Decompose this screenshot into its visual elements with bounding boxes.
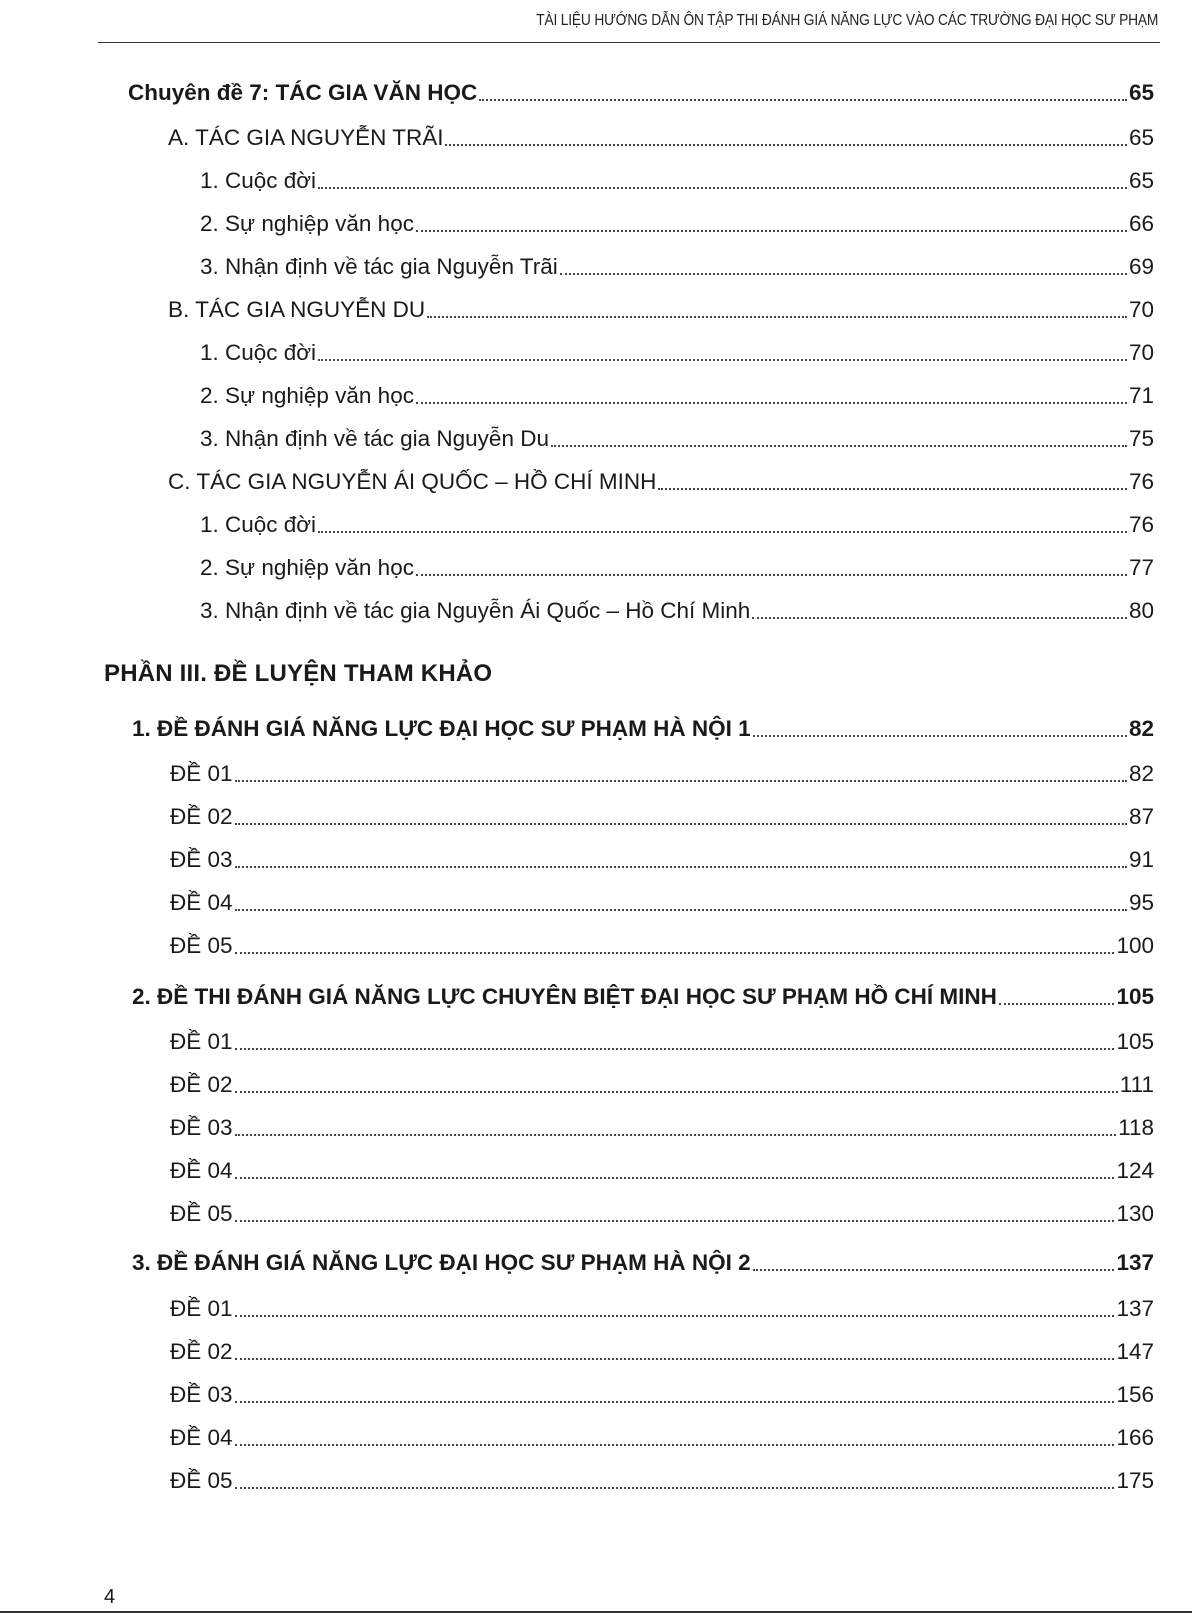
toc-entry-page: 105 (1116, 1029, 1154, 1054)
toc-entry-label: 2. Sự nghiệp văn học (200, 383, 414, 408)
toc-entry-page: 75 (1128, 426, 1154, 451)
toc-entry-page: 82 (1128, 716, 1154, 741)
toc-entry-label: ĐỀ 04 (170, 1158, 233, 1183)
toc-entry-label: ĐỀ 01 (170, 761, 233, 786)
toc-entry-part-1-de-01[interactable] (170, 759, 1154, 789)
toc-entry-label: ĐỀ 05 (170, 1468, 233, 1493)
toc-entry-part-3-de-04[interactable] (170, 1423, 1154, 1453)
toc-entry-a3[interactable] (200, 252, 1154, 282)
dot-leader (235, 1444, 1115, 1446)
toc-entry-label: ĐỀ 02 (170, 1339, 233, 1364)
toc-entry-a2[interactable] (200, 209, 1154, 239)
page-number: 4 (104, 1586, 116, 1608)
toc-entry-part-3-de-01[interactable] (170, 1294, 1154, 1324)
dot-leader (416, 574, 1127, 576)
dot-leader (999, 1003, 1115, 1005)
toc-entry-page: 111 (1119, 1072, 1154, 1097)
dot-leader (235, 952, 1115, 954)
toc-entry-label: ĐỀ 03 (170, 1382, 233, 1407)
dot-leader (416, 230, 1127, 232)
toc-entry-label: B. TÁC GIA NGUYỄN DU (168, 297, 426, 322)
toc-entry-b3[interactable] (200, 424, 1154, 454)
dot-leader (235, 866, 1127, 868)
toc-entry-label: 1. ĐỀ ĐÁNH GIÁ NĂNG LỰC ĐẠI HỌC SƯ PHẠM HÀ NỘI 1 (132, 716, 751, 741)
toc-entry-label: 3. Nhận định về tác gia Nguyễn Ái Quốc – Hồ Chí Minh (200, 598, 751, 623)
toc-entry-page: 130 (1116, 1201, 1154, 1226)
dot-leader (753, 735, 1127, 737)
dot-leader (551, 445, 1127, 447)
toc-entry-label: 1. Cuộc đời (200, 512, 317, 537)
toc-entry-part-3-de-05[interactable] (170, 1466, 1154, 1496)
running-header: TÀI LIỆU HƯỚNG DẪN ÔN TẬP THI ĐÁNH GIÁ NĂNG LỰC VÀO CÁC TRƯỜNG ĐẠI HỌC SƯ PHẠM (536, 12, 1158, 29)
dot-leader (235, 909, 1127, 911)
toc-entry-a1[interactable] (200, 166, 1154, 196)
toc-entry-label: ĐỀ 03 (170, 847, 233, 872)
toc-entry-part-2-de-04[interactable] (170, 1156, 1154, 1186)
dot-leader (235, 1401, 1115, 1403)
toc-entry-part-1-de-03[interactable] (170, 845, 1154, 875)
dot-leader (560, 273, 1127, 275)
toc-entry-label: 1. Cuộc đời (200, 168, 317, 193)
toc-entry-page: 76 (1128, 469, 1154, 494)
toc-entry-label: Chuyên đề 7: TÁC GIA VĂN HỌC (128, 80, 478, 105)
toc-entry-page: 175 (1116, 1468, 1154, 1493)
toc-entry-part-1-de-02[interactable] (170, 802, 1154, 832)
toc-entry-page: 76 (1128, 512, 1154, 537)
toc-entry-label: ĐỀ 02 (170, 1072, 233, 1097)
toc-entry-a[interactable] (168, 123, 1154, 153)
toc-entry-part-1[interactable] (132, 714, 1154, 744)
toc-entry-page: 95 (1128, 890, 1154, 915)
dot-leader (235, 1177, 1115, 1179)
toc-entry-label: ĐỀ 02 (170, 804, 233, 829)
toc-entry-page: 124 (1116, 1158, 1154, 1183)
dot-leader (235, 1048, 1115, 1050)
dot-leader (658, 488, 1127, 490)
toc-entry-label: C. TÁC GIA NGUYỄN ÁI QUỐC – HỒ CHÍ MINH (168, 469, 657, 494)
dot-leader (235, 823, 1127, 825)
dot-leader (752, 617, 1127, 619)
toc-entry-label: 3. ĐỀ ĐÁNH GIÁ NĂNG LỰC ĐẠI HỌC SƯ PHẠM HÀ NỘI 2 (132, 1250, 751, 1275)
toc-entry-part-1-de-04[interactable] (170, 888, 1154, 918)
toc-entry-c3[interactable] (200, 596, 1154, 626)
dot-leader (427, 316, 1127, 318)
dot-leader (235, 1487, 1115, 1489)
part-3-heading: PHẦN III. ĐỀ LUYỆN THAM KHẢO (104, 660, 493, 687)
toc-entry-label: ĐỀ 01 (170, 1296, 233, 1321)
dot-leader (235, 1220, 1115, 1222)
toc-entry-page: 137 (1116, 1296, 1154, 1321)
dot-leader (235, 780, 1127, 782)
toc-entry-page: 66 (1128, 211, 1154, 236)
dot-leader (479, 99, 1127, 101)
toc-entry-page: 65 (1128, 168, 1154, 193)
toc-entry-part-1-de-05[interactable] (170, 931, 1154, 961)
toc-entry-b1[interactable] (200, 338, 1154, 368)
toc-entry-page: 70 (1128, 340, 1154, 365)
toc-entry-page: 118 (1118, 1115, 1154, 1140)
dot-leader (235, 1134, 1117, 1136)
toc-entry-page: 156 (1116, 1382, 1154, 1407)
toc-entry-label: ĐỀ 05 (170, 933, 233, 958)
toc-entry-page: 87 (1128, 804, 1154, 829)
toc-entry-page: 71 (1128, 383, 1154, 408)
toc-entry-label: ĐỀ 01 (170, 1029, 233, 1054)
toc-entry-c2[interactable] (200, 553, 1154, 583)
toc-entry-page: 137 (1116, 1250, 1154, 1275)
toc-entry-part-2-de-02[interactable] (170, 1070, 1154, 1100)
toc-entry-page: 91 (1128, 847, 1154, 872)
toc-entry-page: 82 (1128, 761, 1154, 786)
toc-entry-part-2-de-03[interactable] (170, 1113, 1154, 1143)
dot-leader (235, 1315, 1115, 1317)
dot-leader (235, 1091, 1118, 1093)
toc-entry-label: ĐỀ 04 (170, 890, 233, 915)
toc-entry-page: 80 (1128, 598, 1154, 623)
toc-entry-part-3[interactable] (132, 1248, 1154, 1278)
toc-entry-label: 3. Nhận định về tác gia Nguyễn Du (200, 426, 549, 451)
toc-entry-page: 70 (1128, 297, 1154, 322)
toc-entry-label: 2. Sự nghiệp văn học (200, 211, 414, 236)
toc-entry-page: 65 (1128, 80, 1154, 105)
toc-entry-label: ĐỀ 03 (170, 1115, 233, 1140)
toc-entry-page: 100 (1116, 933, 1154, 958)
toc-entry-b2[interactable] (200, 381, 1154, 411)
dot-leader (318, 359, 1127, 361)
toc-entry-part-3-de-02[interactable] (170, 1337, 1154, 1367)
toc-entry-part-2-de-05[interactable] (170, 1199, 1154, 1229)
toc-entry-label: A. TÁC GIA NGUYỄN TRÃI (168, 125, 444, 150)
toc-entry-part-2[interactable] (132, 982, 1154, 1012)
toc-entry-part-2-de-01[interactable] (170, 1027, 1154, 1057)
toc-entry-label: 3. Nhận định về tác gia Nguyễn Trãi (200, 254, 558, 279)
toc-entry-c[interactable] (168, 467, 1154, 497)
toc-entry-label: ĐỀ 04 (170, 1425, 233, 1450)
dot-leader (416, 402, 1127, 404)
toc-entry-chapter-7[interactable] (128, 78, 1154, 108)
toc-entry-page: 147 (1116, 1339, 1154, 1364)
dot-leader (753, 1269, 1115, 1271)
dot-leader (318, 187, 1127, 189)
dot-leader (445, 144, 1126, 146)
toc-entry-label: ĐỀ 05 (170, 1201, 233, 1226)
toc-entry-page: 105 (1116, 984, 1154, 1009)
toc-entry-label: 1. Cuộc đời (200, 340, 317, 365)
toc-entry-page: 77 (1128, 555, 1154, 580)
toc-entry-page: 166 (1116, 1425, 1154, 1450)
dot-leader (318, 531, 1127, 533)
header-rule (98, 42, 1160, 43)
dot-leader (235, 1358, 1115, 1360)
toc-entry-page: 65 (1128, 125, 1154, 150)
toc-entry-label: 2. Sự nghiệp văn học (200, 555, 414, 580)
toc-entry-b[interactable] (168, 295, 1154, 325)
toc-entry-label: 2. ĐỀ THI ĐÁNH GIÁ NĂNG LỰC CHUYÊN BIỆT ĐẠI HỌC SƯ PHẠM HỒ CHÍ MINH (132, 984, 997, 1009)
toc-entry-part-3-de-03[interactable] (170, 1380, 1154, 1410)
toc-entry-page: 69 (1128, 254, 1154, 279)
toc-entry-c1[interactable] (200, 510, 1154, 540)
